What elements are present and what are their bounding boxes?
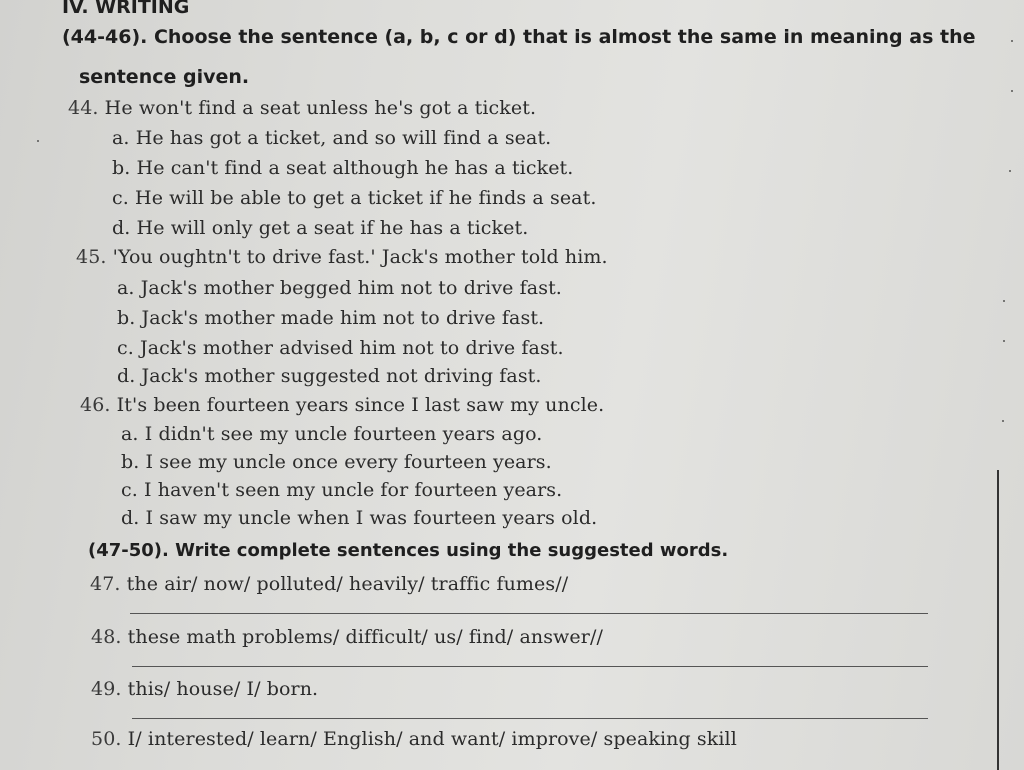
- part2-instruction: (47-50). Write complete sentences using the suggested words.: [88, 540, 729, 561]
- answer-line-47[interactable]: [130, 613, 928, 614]
- option-45b: b. Jack's mother made him not to drive fast.: [117, 307, 545, 329]
- part1-instruction-line2: sentence given.: [79, 66, 250, 88]
- question-number: 45.: [76, 246, 107, 268]
- stray-mark: [1003, 300, 1005, 302]
- question-stem: He won't find a seat unless he's got a ticket.: [104, 97, 537, 119]
- stray-mark: [1011, 40, 1013, 42]
- question-46: [80, 394, 604, 416]
- option-46d: d. I saw my uncle when I was fourteen years old.: [121, 507, 598, 529]
- stray-mark: [1011, 90, 1013, 92]
- item-50: [91, 728, 737, 750]
- option-46a: a. I didn't see my uncle fourteen years ago.: [121, 423, 543, 445]
- question-stem: 'You oughtn't to drive fast.' Jack's mother told him.: [112, 246, 608, 268]
- answer-line-49[interactable]: [132, 718, 928, 719]
- option-45d: d. Jack's mother suggested not driving fast.: [117, 365, 542, 387]
- option-45c: c. Jack's mother advised him not to drive fast.: [117, 337, 564, 359]
- section-title: IV. WRITING: [62, 0, 190, 18]
- question-44: [68, 97, 536, 119]
- stray-mark: [1009, 170, 1011, 172]
- part1-instruction-line1: (44-46). Choose the sentence (a, b, c or d) that is almost the same in meaning as the: [62, 26, 976, 48]
- option-44a: a. He has got a ticket, and so will find a seat.: [112, 127, 552, 149]
- option-45a: a. Jack's mother begged him not to drive fast.: [117, 277, 562, 299]
- question-stem: It's been fourteen years since I last saw my uncle.: [116, 394, 605, 416]
- question-number: 46.: [80, 394, 111, 416]
- stray-mark: [1003, 340, 1005, 342]
- stray-mark: [37, 140, 39, 142]
- item-number: 48.: [91, 626, 122, 648]
- option-44c: c. He will be able to get a ticket if he finds a seat.: [112, 187, 597, 209]
- item-prompt: these math problems/ difficult/ us/ find/ answer//: [127, 626, 603, 648]
- answer-line-48[interactable]: [132, 666, 928, 667]
- item-prompt: the air/ now/ polluted/ heavily/ traffic fumes//: [126, 573, 569, 595]
- item-number: 47.: [90, 573, 121, 595]
- item-number: 50.: [91, 728, 122, 750]
- stray-mark: [1002, 420, 1004, 422]
- page-border-line: [997, 470, 999, 770]
- option-44b: b. He can't find a seat although he has a ticket.: [112, 157, 574, 179]
- item-49: [91, 678, 318, 700]
- item-47: [90, 573, 568, 595]
- question-number: 44.: [68, 97, 99, 119]
- question-45: [76, 246, 608, 268]
- item-number: 49.: [91, 678, 122, 700]
- item-prompt: I/ interested/ learn/ English/ and want/ improve/ speaking skill: [127, 728, 737, 750]
- option-46c: c. I haven't seen my uncle for fourteen years.: [121, 479, 563, 501]
- item-48: [91, 626, 603, 648]
- option-46b: b. I see my uncle once every fourteen years.: [121, 451, 552, 473]
- item-prompt: this/ house/ I/ born.: [127, 678, 319, 700]
- option-44d: d. He will only get a seat if he has a ticket.: [112, 217, 529, 239]
